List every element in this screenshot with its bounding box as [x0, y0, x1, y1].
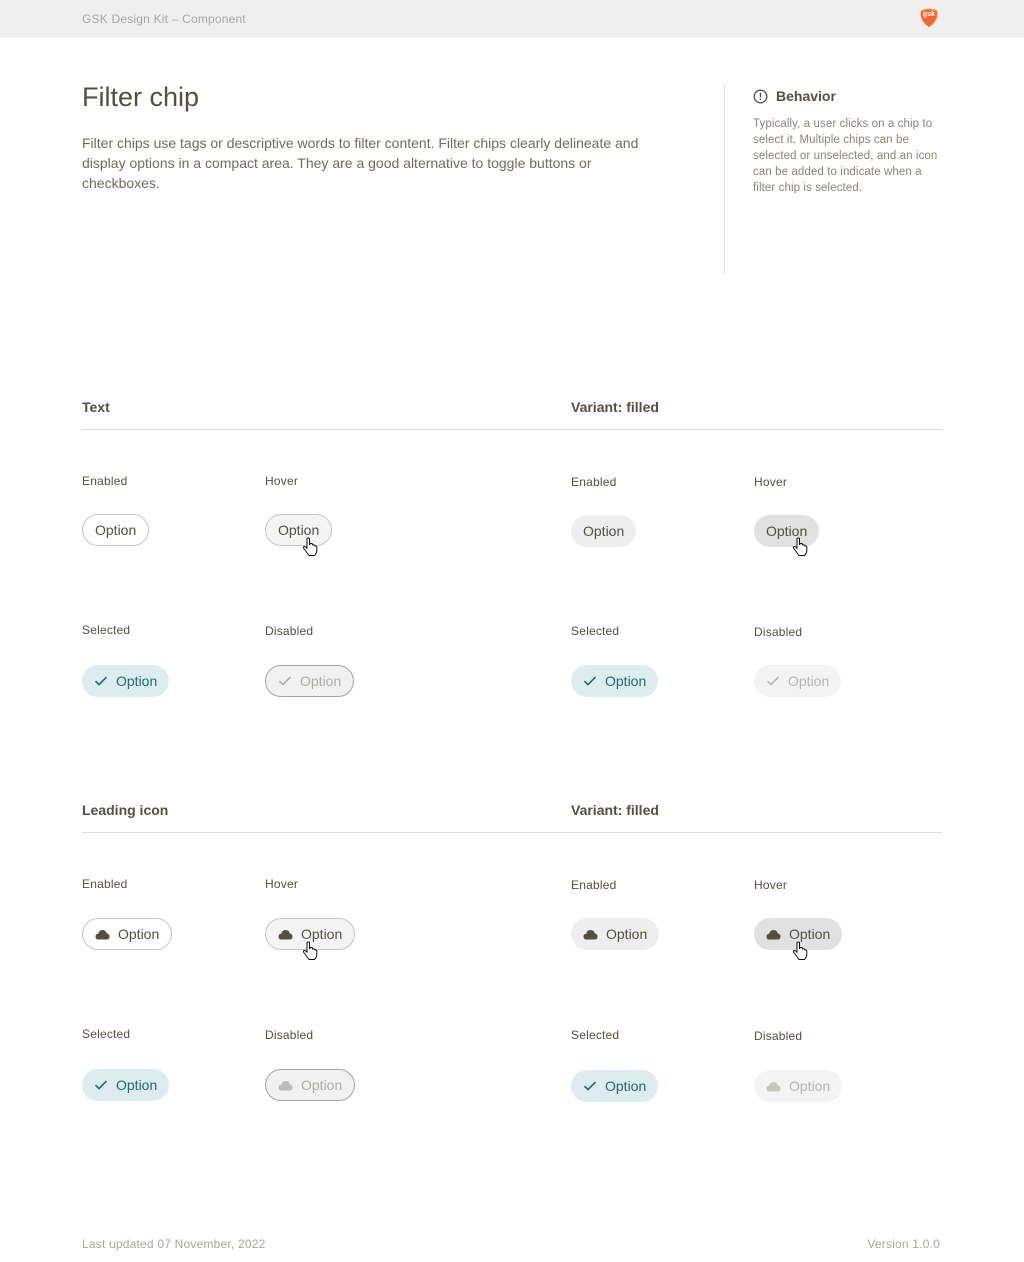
cloud-icon: [766, 1081, 781, 1092]
label-disabled: Disabled: [265, 624, 314, 638]
section-rule-text: [82, 429, 942, 430]
label-hover: Hover: [265, 474, 299, 488]
last-updated: Last updated 07 November, 2022: [82, 1237, 266, 1251]
chip-icon-selected[interactable]: [82, 1069, 169, 1101]
label-selected: Selected: [82, 623, 131, 637]
label-enabled-filled: Enabled: [571, 475, 617, 489]
chip-icon-filled-disabled: [754, 1070, 842, 1102]
chip-label: Option: [605, 1078, 647, 1094]
chip-text-enabled[interactable]: [82, 514, 149, 546]
page-title: Filter chip: [82, 82, 200, 112]
hand-cursor-icon: [792, 537, 808, 557]
chip-label: Option: [116, 1077, 158, 1093]
label-disabled-filled: Disabled: [754, 1029, 803, 1043]
label-hover-filled: Hover: [754, 475, 788, 489]
chip-label: Option: [605, 673, 647, 689]
label-enabled: Enabled: [82, 877, 128, 891]
chip-label: Option: [766, 523, 808, 539]
chip-text-filled-disabled: [754, 665, 841, 697]
section-title-text: Text: [82, 399, 110, 415]
chip-label: Option: [278, 522, 320, 538]
section-title-leading-icon-variant: Variant: filled: [571, 802, 659, 818]
section-title-leading-icon: Leading icon: [82, 802, 169, 818]
cloud-icon: [278, 929, 293, 940]
label-hover: Hover: [265, 877, 299, 891]
chip-label: Option: [300, 673, 342, 689]
chip-label: Option: [606, 926, 648, 942]
chip-text-disabled: [265, 665, 354, 697]
label-enabled: Enabled: [82, 474, 128, 488]
chip-icon-enabled[interactable]: [82, 918, 172, 950]
chip-text-filled-selected[interactable]: [571, 665, 658, 697]
chip-label: Option: [301, 926, 343, 942]
chip-text-filled-enabled[interactable]: [571, 515, 636, 547]
version: Version 1.0.0: [867, 1237, 940, 1251]
label-enabled-filled: Enabled: [571, 878, 617, 892]
hand-cursor-icon: [302, 537, 318, 557]
hand-cursor-icon: [302, 941, 318, 961]
check-icon: [94, 1079, 108, 1091]
cloud-icon: [583, 929, 598, 940]
chip-icon-filled-enabled[interactable]: [571, 918, 659, 950]
kit-title: GSK Design Kit – Component: [82, 12, 246, 26]
section-rule-leading-icon: [82, 832, 942, 833]
behavior-title: Behavior: [776, 88, 836, 104]
label-disabled-filled: Disabled: [754, 625, 803, 639]
chip-label: Option: [789, 1078, 831, 1094]
chip-label: Option: [116, 673, 158, 689]
gsk-logo-text: gsk: [922, 11, 936, 18]
check-icon: [94, 675, 108, 687]
label-disabled: Disabled: [265, 1028, 314, 1042]
chip-label: Option: [583, 523, 625, 539]
chip-label: Option: [301, 1077, 343, 1093]
chip-label: Option: [789, 926, 831, 942]
side-divider: [724, 84, 725, 274]
hand-cursor-icon: [792, 941, 808, 961]
cloud-icon: [278, 1080, 293, 1091]
behavior-text: Typically, a user clicks on a chip to select it. Multiple chips can be selected or unselected, and an icon can be added to indicate when a filter chip is selected.: [753, 118, 938, 194]
check-icon: [583, 675, 597, 687]
chip-text-selected[interactable]: [82, 665, 169, 697]
label-hover-filled: Hover: [754, 878, 788, 892]
label-selected-filled: Selected: [571, 624, 620, 638]
chip-icon-disabled: [265, 1069, 355, 1101]
top-bar: [0, 0, 1024, 38]
check-icon: [278, 675, 292, 687]
label-selected-filled: Selected: [571, 1028, 620, 1042]
chip-text-hover[interactable]: [265, 514, 332, 546]
check-icon: [583, 1080, 597, 1092]
chip-icon-filled-selected[interactable]: [571, 1070, 658, 1102]
chip-label: Option: [118, 926, 160, 942]
cloud-icon: [95, 929, 110, 940]
chip-text-filled-hover[interactable]: [754, 515, 819, 547]
section-title-text-variant: Variant: filled: [571, 399, 659, 415]
check-icon: [766, 675, 780, 687]
chip-label: Option: [95, 522, 137, 538]
cloud-icon: [766, 929, 781, 940]
info-icon: [753, 89, 768, 104]
intro-text: Filter chips use tags or descriptive words to filter content. Filter chips clearly delineate and display options in a compact area. They are a good alternative to toggle buttons or checkboxes.: [82, 135, 639, 191]
label-selected: Selected: [82, 1027, 131, 1041]
chip-label: Option: [788, 673, 830, 689]
